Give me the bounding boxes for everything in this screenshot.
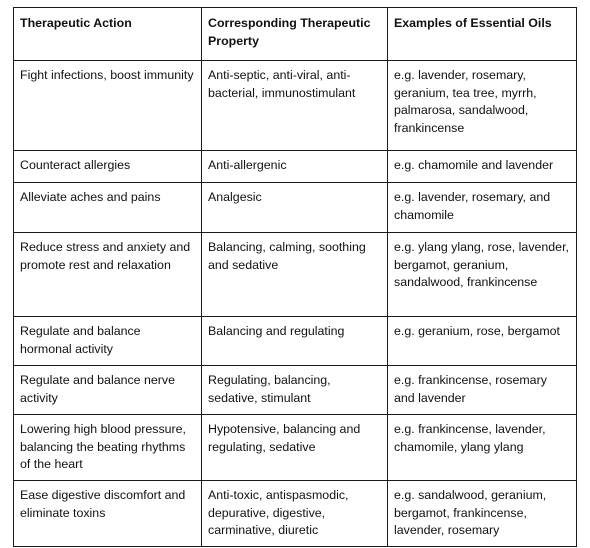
property-cell: Balancing, calming, soothing and sedative (202, 233, 388, 317)
examples-cell: e.g. frankincense, lavender, chamomile, ylang ylang (388, 415, 577, 481)
property-cell: Analgesic (202, 183, 388, 233)
header-therapeutic-property: Corresponding Therapeutic Property (202, 8, 388, 61)
action-cell: Counteract allergies (14, 151, 202, 183)
examples-cell: e.g. geranium, rose, bergamot (388, 317, 577, 366)
action-cell: Regulate and balance hormonal activity (14, 317, 202, 366)
table-row (14, 233, 577, 317)
action-cell: Fight infections, boost immunity (14, 61, 202, 151)
property-cell: Regulating, balancing, sedative, stimulant (202, 366, 388, 415)
table-row (14, 61, 577, 151)
table-row (14, 317, 577, 366)
action-cell: Regulate and balance nerve activity (14, 366, 202, 415)
action-cell: Lowering high blood pressure, balancing the beating rhythms of the heart (14, 415, 202, 481)
examples-cell: e.g. lavender, rosemary, geranium, tea tree, myrrh, palmarosa, sandalwood, frankincense (388, 61, 577, 151)
action-cell: Ease digestive discomfort and eliminate toxins (14, 481, 202, 547)
table-row (14, 481, 577, 547)
header-essential-oils: Examples of Essential Oils (388, 8, 577, 61)
examples-cell: e.g. frankincense, rosemary and lavender (388, 366, 577, 415)
property-cell: Balancing and regulating (202, 317, 388, 366)
examples-cell: e.g. sandalwood, geranium, bergamot, frankincense, lavender, rosemary (388, 481, 577, 547)
table-row (14, 415, 577, 481)
property-cell: Anti-toxic, antispasmodic, depurative, digestive, carminative, diuretic (202, 481, 388, 547)
examples-cell: e.g. lavender, rosemary, and chamomile (388, 183, 577, 233)
essential-oils-table (13, 7, 577, 547)
header-row (14, 8, 577, 61)
table-row (14, 366, 577, 415)
property-cell: Hypotensive, balancing and regulating, sedative (202, 415, 388, 481)
property-cell: Anti-allergenic (202, 151, 388, 183)
action-cell: Alleviate aches and pains (14, 183, 202, 233)
table-header (14, 8, 577, 61)
header-therapeutic-action: Therapeutic Action (14, 8, 202, 61)
examples-cell: e.g. chamomile and lavender (388, 151, 577, 183)
table-body (14, 61, 577, 547)
table-row (14, 183, 577, 233)
table-row (14, 151, 577, 183)
property-cell: Anti-septic, anti-viral, anti-bacterial, immunostimulant (202, 61, 388, 151)
examples-cell: e.g. ylang ylang, rose, lavender, bergamot, geranium, sandalwood, frankincense (388, 233, 577, 317)
action-cell: Reduce stress and anxiety and promote rest and relaxation (14, 233, 202, 317)
